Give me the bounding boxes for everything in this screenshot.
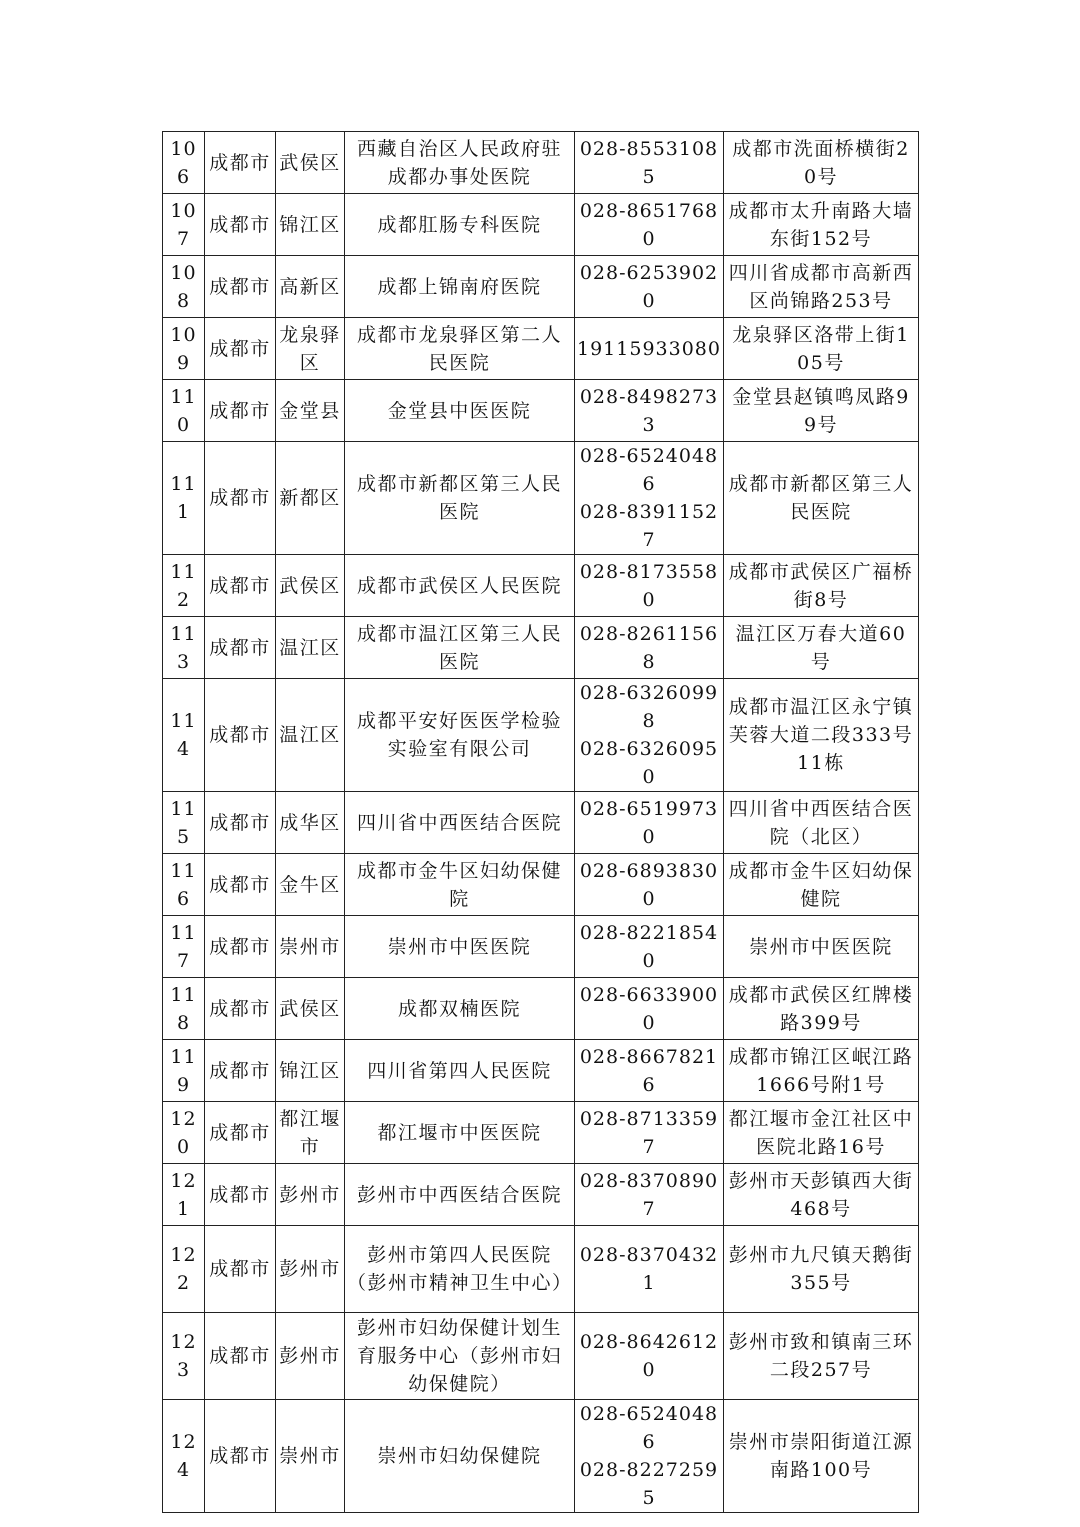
- address-cell: 金堂县赵镇鸣凤路99号: [724, 380, 919, 442]
- phone-cell: [575, 194, 724, 256]
- hospital-name-cell: 金堂县中医医院: [345, 380, 575, 442]
- phone-number: 028-66339000: [579, 983, 719, 1034]
- address-cell: 成都市太升南路大墙东街152号: [724, 194, 919, 256]
- address-cell: 成都市新都区第三人民医院: [724, 442, 919, 555]
- phone-cell: [575, 1226, 724, 1313]
- phone-number: 028-83704321: [579, 1244, 719, 1294]
- row-number-cell: 113: [163, 617, 205, 679]
- row-number-cell: 116: [163, 854, 205, 916]
- row-number-cell: 107: [163, 194, 205, 256]
- district-cell: 武侯区: [276, 555, 345, 617]
- hospital-name-cell: 成都市温江区第三人民医院: [345, 617, 575, 679]
- phone-number: 028-65240486: [579, 445, 719, 495]
- hospital-name-cell: 成都平安好医医学检验实验室有限公司: [345, 679, 575, 792]
- district-cell: 成华区: [276, 792, 345, 854]
- hospital-name-cell: 彭州市妇幼保健计划生育服务中心（彭州市妇幼保健院）: [345, 1313, 575, 1400]
- address-cell: 彭州市天彭镇西大街468号: [724, 1164, 919, 1226]
- row-number-cell: 124: [163, 1400, 205, 1513]
- address-cell: 成都市洗面桥横街20号: [724, 132, 919, 194]
- phone-number: 028-63260950: [579, 738, 719, 788]
- row-number-cell: 109: [163, 318, 205, 380]
- address-cell: 龙泉驿区洛带上街105号: [724, 318, 919, 380]
- table-body: [163, 132, 919, 1513]
- phone-number: 028-86426120: [579, 1331, 719, 1381]
- district-cell: 崇州市: [276, 916, 345, 978]
- table-row: [163, 132, 919, 194]
- row-number-cell: 121: [163, 1164, 205, 1226]
- city-cell: 成都市: [205, 1226, 276, 1313]
- district-cell: 锦江区: [276, 194, 345, 256]
- hospital-name-cell: 成都市新都区第三人民医院: [345, 442, 575, 555]
- phone-number: 028-68938300: [579, 859, 719, 910]
- table-row: [163, 1164, 919, 1226]
- address-cell: 成都市温江区永宁镇芙蓉大道二段333号11栋: [724, 679, 919, 792]
- table-row: [163, 194, 919, 256]
- row-number-cell: 108: [163, 256, 205, 318]
- phone-cell: [575, 1102, 724, 1164]
- city-cell: 成都市: [205, 555, 276, 617]
- city-cell: 成都市: [205, 380, 276, 442]
- table-row: [163, 1226, 919, 1313]
- row-number-cell: 120: [163, 1102, 205, 1164]
- city-cell: 成都市: [205, 854, 276, 916]
- row-number-cell: 114: [163, 679, 205, 792]
- address-cell: 彭州市致和镇南三环二段257号: [724, 1313, 919, 1400]
- hospital-name-cell: 都江堰市中医医院: [345, 1102, 575, 1164]
- table-row: [163, 256, 919, 318]
- phone-number: 028-81735580: [579, 560, 719, 611]
- row-number-cell: 117: [163, 916, 205, 978]
- row-number-cell: 111: [163, 442, 205, 555]
- hospital-name-cell: 四川省第四人民医院: [345, 1040, 575, 1102]
- row-number-cell: 119: [163, 1040, 205, 1102]
- city-cell: 成都市: [205, 617, 276, 679]
- hospital-name-cell: 四川省中西医结合医院: [345, 792, 575, 854]
- row-number-cell: 123: [163, 1313, 205, 1400]
- phone-number: 028-83708907: [579, 1169, 719, 1220]
- table-row: [163, 1102, 919, 1164]
- address-cell: 彭州市九尺镇天鹅街355号: [724, 1226, 919, 1313]
- phone-cell: [575, 318, 724, 380]
- table-row: [163, 679, 919, 792]
- phone-cell: [575, 916, 724, 978]
- table-row: [163, 792, 919, 854]
- row-number-cell: 112: [163, 555, 205, 617]
- district-cell: 金牛区: [276, 854, 345, 916]
- phone-cell: [575, 256, 724, 318]
- table-row: [163, 1400, 919, 1513]
- phone-number: 028-86517680: [579, 199, 719, 250]
- phone-number: 028-63260998: [579, 682, 719, 732]
- address-cell: 温江区万春大道60号: [724, 617, 919, 679]
- city-cell: 成都市: [205, 1313, 276, 1400]
- city-cell: 成都市: [205, 194, 276, 256]
- phone-cell: [575, 792, 724, 854]
- phone-number: 028-62539020: [579, 261, 719, 312]
- district-cell: 高新区: [276, 256, 345, 318]
- phone-cell: [575, 854, 724, 916]
- table-row: [163, 617, 919, 679]
- phone-number: 028-85531085: [579, 137, 719, 188]
- phone-cell: [575, 679, 724, 792]
- phone-cell: [575, 380, 724, 442]
- table-row: [163, 380, 919, 442]
- phone-cell: [575, 1164, 724, 1226]
- address-cell: 都江堰市金江社区中医院北路16号: [724, 1102, 919, 1164]
- address-cell: 成都市武侯区广福桥街8号: [724, 555, 919, 617]
- address-cell: 崇州市中医医院: [724, 916, 919, 978]
- table-row: [163, 854, 919, 916]
- district-cell: 温江区: [276, 679, 345, 792]
- phone-number: 028-84982733: [579, 385, 719, 436]
- row-number-cell: 122: [163, 1226, 205, 1313]
- hospital-name-cell: 崇州市妇幼保健院: [345, 1400, 575, 1513]
- phone-number: 028-83911527: [579, 501, 719, 551]
- city-cell: 成都市: [205, 318, 276, 380]
- table-row: [163, 555, 919, 617]
- address-cell: 成都市武侯区红牌楼路399号: [724, 978, 919, 1040]
- phone-number: 028-82272595: [579, 1459, 719, 1509]
- row-number-cell: 110: [163, 380, 205, 442]
- city-cell: 成都市: [205, 916, 276, 978]
- phone-number: 19115933080: [577, 337, 721, 360]
- district-cell: 金堂县: [276, 380, 345, 442]
- district-cell: 新都区: [276, 442, 345, 555]
- city-cell: 成都市: [205, 1102, 276, 1164]
- district-cell: 崇州市: [276, 1400, 345, 1513]
- phone-number: 028-82218540: [579, 921, 719, 972]
- address-cell: 成都市金牛区妇幼保健院: [724, 854, 919, 916]
- hospital-name-cell: 成都双楠医院: [345, 978, 575, 1040]
- table-row: [163, 318, 919, 380]
- district-cell: 锦江区: [276, 1040, 345, 1102]
- district-cell: 武侯区: [276, 132, 345, 194]
- table-row: [163, 1040, 919, 1102]
- hospital-name-cell: 彭州市中西医结合医院: [345, 1164, 575, 1226]
- hospital-name-cell: 成都市龙泉驿区第二人民医院: [345, 318, 575, 380]
- phone-cell: [575, 1313, 724, 1400]
- district-cell: 彭州市: [276, 1313, 345, 1400]
- district-cell: 彭州市: [276, 1226, 345, 1313]
- district-cell: 武侯区: [276, 978, 345, 1040]
- hospital-name-cell: 成都肛肠专科医院: [345, 194, 575, 256]
- city-cell: 成都市: [205, 132, 276, 194]
- address-cell: 四川省中西医结合医院（北区）: [724, 792, 919, 854]
- city-cell: 成都市: [205, 978, 276, 1040]
- phone-number: 028-86678216: [579, 1045, 719, 1096]
- row-number-cell: 106: [163, 132, 205, 194]
- district-cell: 温江区: [276, 617, 345, 679]
- hospital-list-table: [162, 131, 919, 1513]
- hospital-name-cell: 成都市金牛区妇幼保健院: [345, 854, 575, 916]
- district-cell: 龙泉驿区: [276, 318, 345, 380]
- district-cell: 彭州市: [276, 1164, 345, 1226]
- hospital-name-cell: 成都上锦南府医院: [345, 256, 575, 318]
- table-row: [163, 978, 919, 1040]
- city-cell: 成都市: [205, 792, 276, 854]
- phone-cell: [575, 555, 724, 617]
- phone-number: 028-65199730: [579, 797, 719, 848]
- phone-cell: [575, 1400, 724, 1513]
- city-cell: 成都市: [205, 442, 276, 555]
- city-cell: 成都市: [205, 256, 276, 318]
- district-cell: 都江堰市: [276, 1102, 345, 1164]
- table-row: [163, 442, 919, 555]
- hospital-name-cell: 彭州市第四人民医院（彭州市精神卫生中心）: [345, 1226, 575, 1313]
- phone-cell: [575, 617, 724, 679]
- hospital-name-cell: 成都市武侯区人民医院: [345, 555, 575, 617]
- phone-cell: [575, 1040, 724, 1102]
- phone-cell: [575, 442, 724, 555]
- phone-number: 028-65240486: [579, 1403, 719, 1453]
- row-number-cell: 115: [163, 792, 205, 854]
- phone-number: 028-82611568: [579, 622, 719, 673]
- city-cell: 成都市: [205, 1040, 276, 1102]
- phone-number: 028-87133597: [579, 1107, 719, 1158]
- hospital-name-cell: 崇州市中医医院: [345, 916, 575, 978]
- hospital-name-cell: 西藏自治区人民政府驻成都办事处医院: [345, 132, 575, 194]
- table-row: [163, 1313, 919, 1400]
- city-cell: 成都市: [205, 1164, 276, 1226]
- address-cell: 崇州市崇阳街道江源南路100号: [724, 1400, 919, 1513]
- address-cell: 四川省成都市高新西区尚锦路253号: [724, 256, 919, 318]
- phone-cell: [575, 978, 724, 1040]
- table-row: [163, 916, 919, 978]
- city-cell: 成都市: [205, 1400, 276, 1513]
- city-cell: 成都市: [205, 679, 276, 792]
- phone-cell: [575, 132, 724, 194]
- row-number-cell: 118: [163, 978, 205, 1040]
- address-cell: 成都市锦江区岷江路1666号附1号: [724, 1040, 919, 1102]
